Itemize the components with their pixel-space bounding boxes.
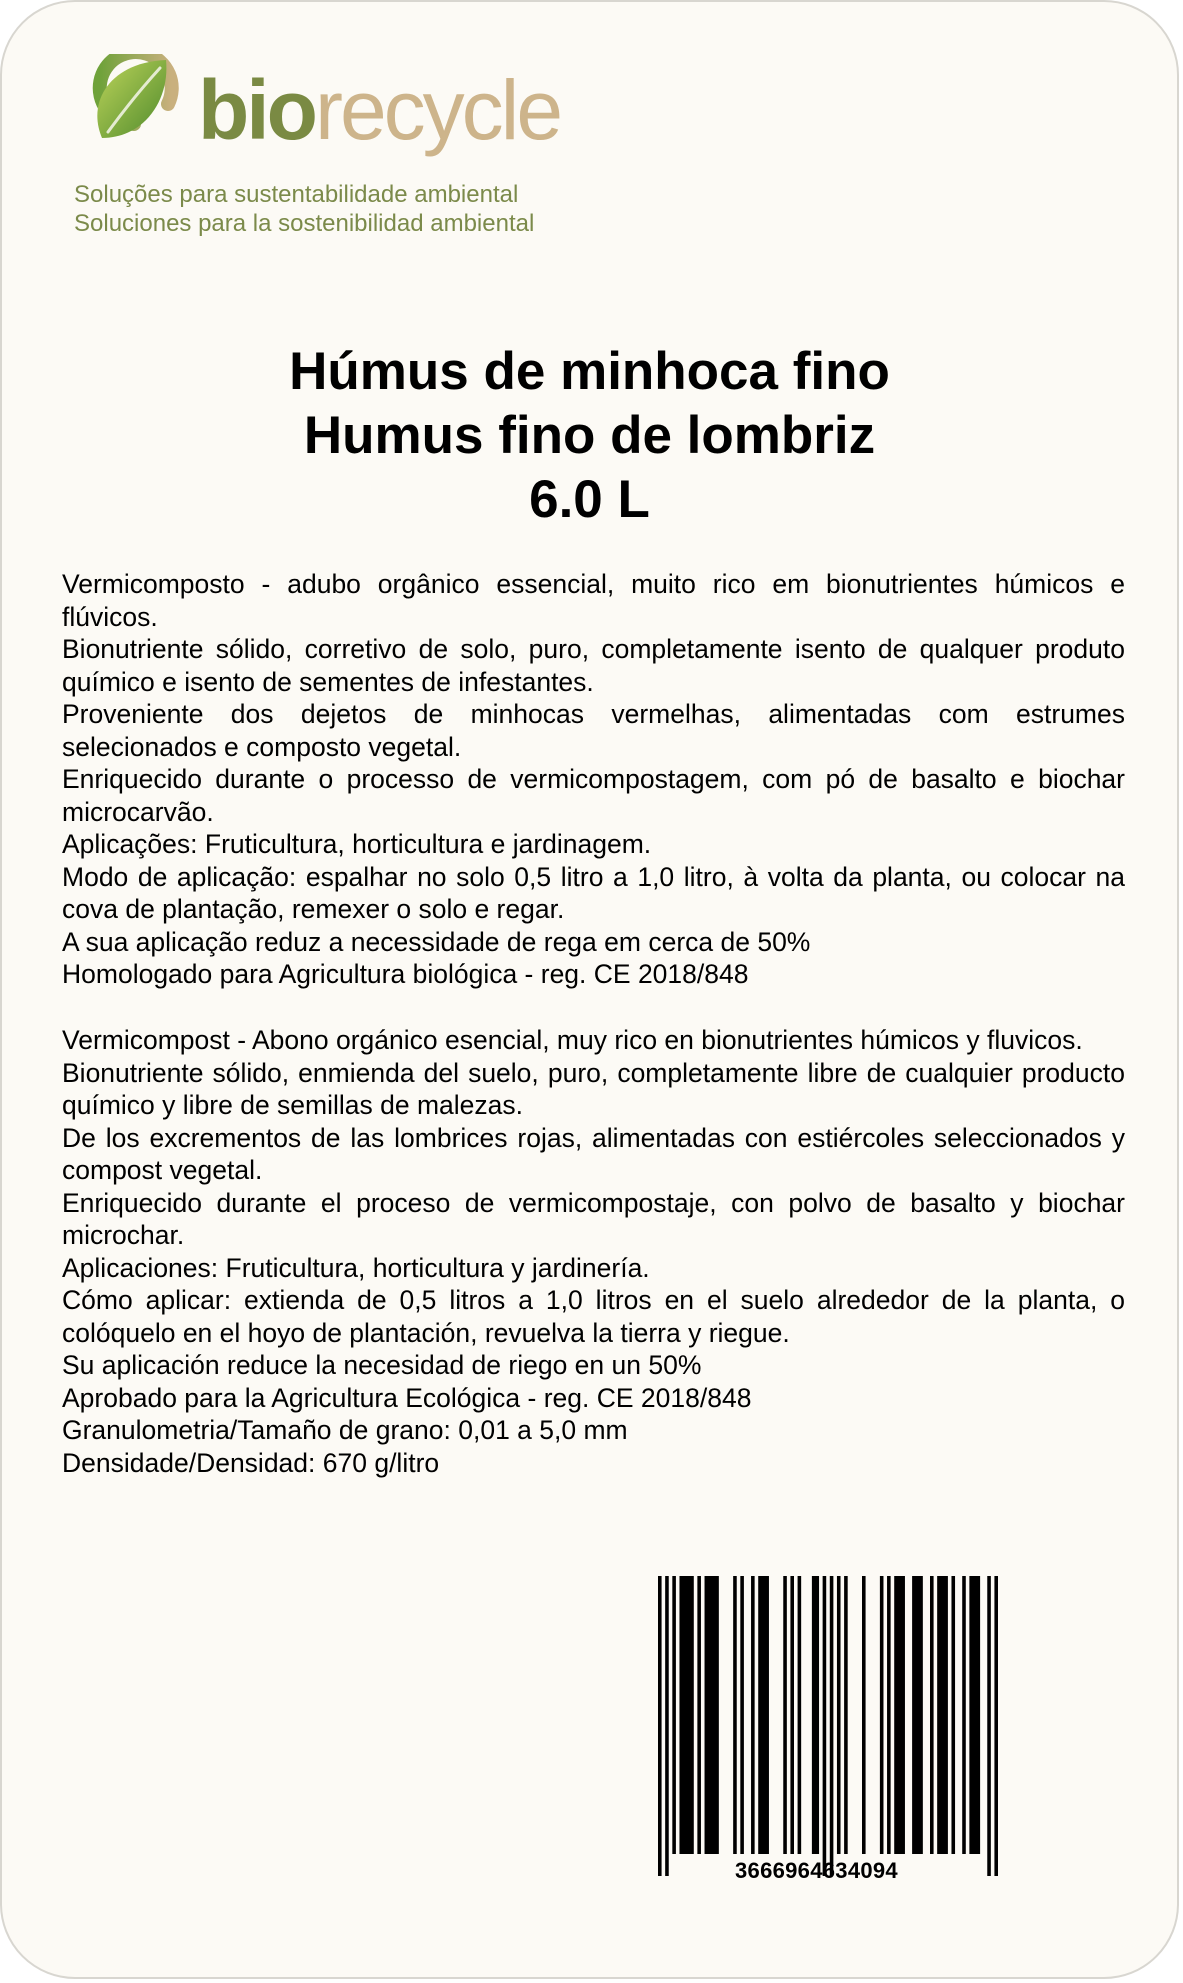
description-paragraph: Densidade/Densidad: 670 g/litro [62,1447,440,1478]
description-es [62,1024,1125,1479]
brand-name [198,63,561,157]
barcode-bar [758,1576,769,1854]
barcode-number: 3666964634094 [735,1858,898,1883]
barcode-bar [937,1576,948,1854]
barcode-bar [733,1576,737,1854]
description-paragraph: Su aplicación reduce la necesidad de riego en un 50% [62,1350,702,1380]
leaf-swirl-icon [72,54,182,176]
barcode-bar [862,1576,866,1854]
barcode-bar [812,1576,819,1854]
barcode-bar [672,1576,676,1854]
barcode-bar [823,1576,827,1876]
description-paragraph: Modo de aplicação: espalhar no solo 0,5 litro a 1,0 litro, à volta da planta, ou colocar na cova de plantação, remexer o solo e regar. [62,861,1125,924]
brand-name-recycle: recycle [314,63,561,157]
tagline-pt: Soluções para sustentabilidade ambiental [74,181,519,208]
title-es: Humus fino de lombriz [303,406,876,465]
description-paragraph: Enriquecido durante el proceso de vermicompostaje, con polvo de basalto y biochar microchar. [62,1187,1125,1250]
barcode-bar [969,1576,980,1854]
description-paragraph: Cómo aplicar: extienda de 0,5 litros a 1,0 litros en el suelo alrededor de la planta, o colóquelo en el hoyo de plantación, revuelva la tierra y riegue. [62,1285,1125,1348]
barcode-bar [837,1576,841,1854]
brand-name-bio: bio [198,63,315,157]
description-paragraph: Vermicompost - Abono orgánico esencial, muy rico en bionutrientes húmicos y fluvicos. [62,1025,1083,1055]
description-pt [62,568,1125,991]
description-paragraph: Bionutriente sólido, enmienda del suelo, puro, completamente libre de cualquier producto químico y libre de semillas de malezas. [62,1057,1125,1120]
product-volume: 6.0 L [529,470,650,529]
tagline-es: Soluciones para la sostenibilidad ambiental [74,210,535,237]
barcode-bar [887,1576,891,1854]
barcode-bar [987,1576,991,1876]
description-paragraph: Vermicomposto - adubo orgânico essencial, muito rico em bionutrientes húmicos e flúvicos. [62,569,1125,632]
barcode-bar [790,1576,794,1854]
brand-tagline [74,180,534,238]
barcode [658,1576,998,1876]
title-pt: Húmus de minhoca fino [289,342,890,401]
description-paragraph: De los excrementos de las lombrices rojas, alimentadas con estiércoles seleccionados y compost vegetal. [62,1122,1125,1185]
description-paragraph: Granulometria/Tamaño de grano: 0,01 a 5,0 mm [62,1415,628,1445]
description-paragraph: A sua aplicação reduz a necessidade de rega em cerca de 50% [62,926,811,957]
barcode-bar [894,1576,905,1854]
barcode-bar [679,1576,693,1854]
barcode-bar [665,1576,669,1876]
barcode-bar [697,1576,701,1854]
description-paragraph: Aprobado para la Agricultura Ecológica - reg. CE 2018/848 [62,1382,752,1413]
barcode-bar [994,1576,998,1876]
barcode-bar [830,1576,834,1876]
description-paragraph: Proveniente dos dejetos de minhocas vermelhas, alimentadas com estrumes selecionados e composto vegetal. [62,699,1125,762]
barcode-bar [798,1576,802,1854]
barcode-bar [930,1576,934,1854]
barcode-bar [658,1576,662,1876]
barcode-bar [962,1576,966,1854]
barcode-bar [740,1576,744,1854]
barcode-bar [951,1576,955,1854]
description-paragraph: Enriquecido durante o processo de vermicompostagem, com pó de basalto e biochar microcarvão. [62,764,1125,827]
description-paragraph: Homologado para Agricultura biológica - reg. CE 2018/848 [62,959,749,989]
barcode-bar [751,1576,755,1854]
barcode-bar [880,1576,884,1854]
barcode-bar [912,1576,923,1854]
barcode-bar [844,1576,848,1854]
description-paragraph: Aplicaciones: Fruticultura, horticultura y jardinería. [62,1252,650,1283]
description-paragraph: Aplicações: Fruticultura, horticultura e jardinagem. [62,829,652,859]
description-paragraph: Bionutriente sólido, corretivo de solo, puro, completamente isento de qualquer produto químico e isento de sementes de infestantes. [62,634,1125,697]
product-title [2,340,1177,532]
barcode-bar [705,1576,719,1854]
barcode-bar [783,1576,787,1854]
